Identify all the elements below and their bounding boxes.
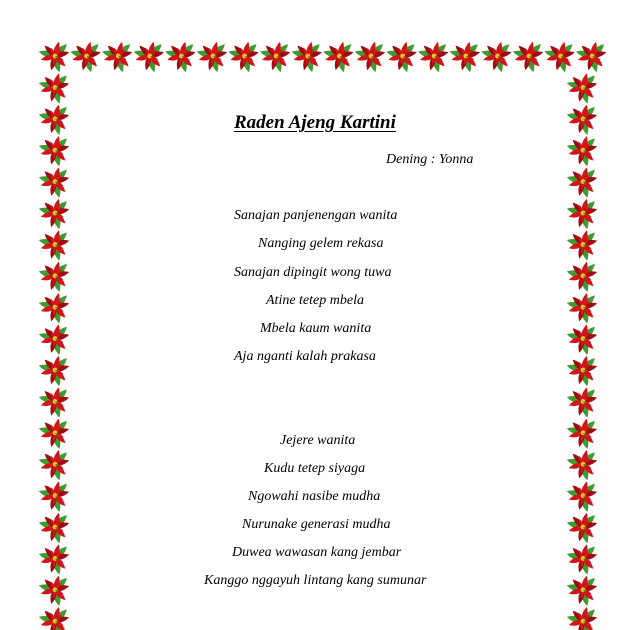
poinsettia-flower-icon — [544, 41, 576, 73]
poinsettia-flower-icon — [566, 324, 598, 356]
poinsettia-flower-icon — [566, 198, 598, 230]
stanza2-line: Ngowahi nasibe mudha — [248, 489, 381, 504]
poinsettia-flower-icon — [38, 387, 70, 419]
poinsettia-flower-icon — [38, 73, 70, 105]
poinsettia-flower-icon — [566, 230, 598, 262]
poinsettia-flower-icon — [38, 324, 70, 356]
poinsettia-flower-icon — [38, 606, 70, 630]
poinsettia-flower-icon — [38, 261, 70, 293]
poinsettia-flower-icon — [38, 544, 70, 576]
poinsettia-flower-icon — [38, 481, 70, 513]
poinsettia-flower-icon — [164, 41, 196, 73]
stanza2-line: Nurunake generasi mudha — [242, 517, 391, 532]
poinsettia-flower-icon — [38, 575, 70, 607]
poinsettia-flower-icon — [566, 575, 598, 607]
poinsettia-flower-icon — [228, 41, 260, 73]
poinsettia-flower-icon — [38, 135, 70, 167]
poinsettia-flower-icon — [566, 387, 598, 419]
poinsettia-flower-icon — [575, 41, 607, 73]
poinsettia-flower-icon — [38, 512, 70, 544]
poinsettia-flower-icon — [38, 355, 70, 387]
poinsettia-flower-icon — [480, 41, 512, 73]
poinsettia-flower-icon — [38, 104, 70, 136]
poinsettia-flower-icon — [38, 198, 70, 230]
poinsettia-flower-icon — [196, 41, 228, 73]
poinsettia-flower-icon — [322, 41, 354, 73]
poinsettia-flower-icon — [566, 418, 598, 450]
poinsettia-flower-icon — [566, 135, 598, 167]
stanza1-line: Aja nganti kalah prakasa — [234, 349, 376, 364]
poem-author: Dening : Yonna — [386, 152, 474, 167]
poinsettia-flower-icon — [70, 41, 102, 73]
poinsettia-flower-icon — [386, 41, 418, 73]
poinsettia-flower-icon — [354, 41, 386, 73]
poinsettia-flower-icon — [566, 544, 598, 576]
poinsettia-flower-icon — [512, 41, 544, 73]
poinsettia-flower-icon — [38, 230, 70, 262]
poinsettia-flower-icon — [259, 41, 291, 73]
poinsettia-flower-icon — [566, 512, 598, 544]
poinsettia-flower-icon — [101, 41, 133, 73]
poinsettia-flower-icon — [566, 355, 598, 387]
poinsettia-flower-icon — [38, 449, 70, 481]
poinsettia-flower-icon — [566, 292, 598, 324]
poinsettia-flower-icon — [566, 449, 598, 481]
poinsettia-flower-icon — [291, 41, 323, 73]
poinsettia-flower-icon — [417, 41, 449, 73]
poinsettia-flower-icon — [449, 41, 481, 73]
poinsettia-flower-icon — [133, 41, 165, 73]
stanza1-line: Mbela kaum wanita — [260, 321, 372, 336]
stanza1-line: Atine tetep mbela — [266, 293, 364, 308]
poinsettia-flower-icon — [38, 418, 70, 450]
poinsettia-flower-icon — [566, 73, 598, 105]
stanza1-line: Sanajan dipingit wong tuwa — [234, 265, 392, 280]
poinsettia-flower-icon — [38, 292, 70, 324]
poinsettia-flower-icon — [566, 167, 598, 199]
stanza2-line: Jejere wanita — [280, 433, 356, 448]
stanza1-line: Sanajan panjenengan wanita — [234, 208, 398, 223]
stanza2-line: Duwea wawasan kang jembar — [232, 545, 402, 560]
stanza1-line: Nanging gelem rekasa — [258, 236, 384, 251]
poinsettia-flower-icon — [566, 606, 598, 630]
poinsettia-flower-icon — [566, 104, 598, 136]
poem-title: Raden Ajeng Kartini — [234, 112, 396, 133]
poinsettia-flower-icon — [566, 481, 598, 513]
stanza2-line: Kanggo nggayuh lintang kang sumunar — [204, 573, 427, 588]
stanza2-line: Kudu tetep siyaga — [264, 461, 366, 476]
poinsettia-flower-icon — [38, 41, 70, 73]
poinsettia-flower-icon — [38, 167, 70, 199]
poinsettia-flower-icon — [566, 261, 598, 293]
